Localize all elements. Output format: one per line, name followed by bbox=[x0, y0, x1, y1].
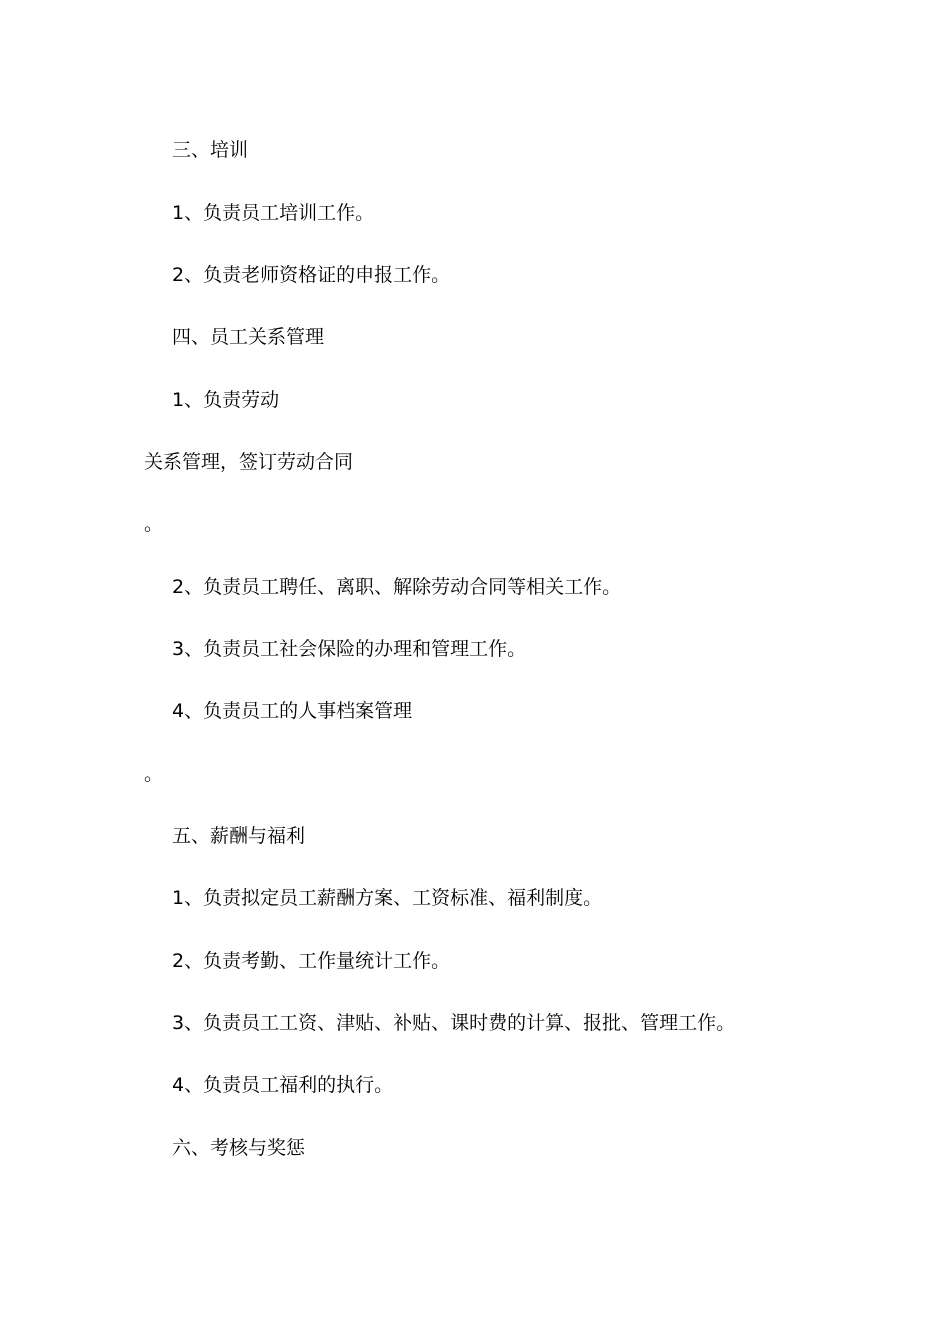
paragraph-line: 3、负责员工工资、津贴、补贴、课时费的计算、报批、管理工作。 bbox=[172, 1012, 736, 1034]
paragraph-line: 3、负责员工社会保险的办理和管理工作。 bbox=[172, 638, 527, 660]
section-heading-training: 三、培训 bbox=[172, 139, 249, 161]
paragraph-line: 2、负责考勤、工作量统计工作。 bbox=[172, 950, 451, 972]
paragraph-line: 1、负责员工培训工作。 bbox=[172, 202, 375, 224]
paragraph-line: 。 bbox=[144, 763, 164, 785]
section-heading-employee-relations: 四、员工关系管理 bbox=[172, 326, 325, 348]
paragraph-line: 2、负责老师资格证的申报工作。 bbox=[172, 264, 451, 286]
section-heading-assessment: 六、考核与奖惩 bbox=[172, 1137, 306, 1159]
paragraph-line: 4、负责员工福利的执行。 bbox=[172, 1074, 394, 1096]
section-heading-compensation: 五、薪酬与福利 bbox=[172, 825, 306, 847]
paragraph-line: 4、负责员工的人事档案管理 bbox=[172, 700, 413, 722]
paragraph-line: 1、负责拟定员工薪酬方案、工资标准、福利制度。 bbox=[172, 887, 603, 909]
paragraph-line: 关系管理，签订劳动合同 bbox=[144, 451, 354, 473]
paragraph-line: 1、负责劳动 bbox=[172, 389, 280, 411]
paragraph-line: 。 bbox=[144, 513, 164, 535]
paragraph-line: 2、负责员工聘任、离职、解除劳动合同等相关工作。 bbox=[172, 576, 622, 598]
